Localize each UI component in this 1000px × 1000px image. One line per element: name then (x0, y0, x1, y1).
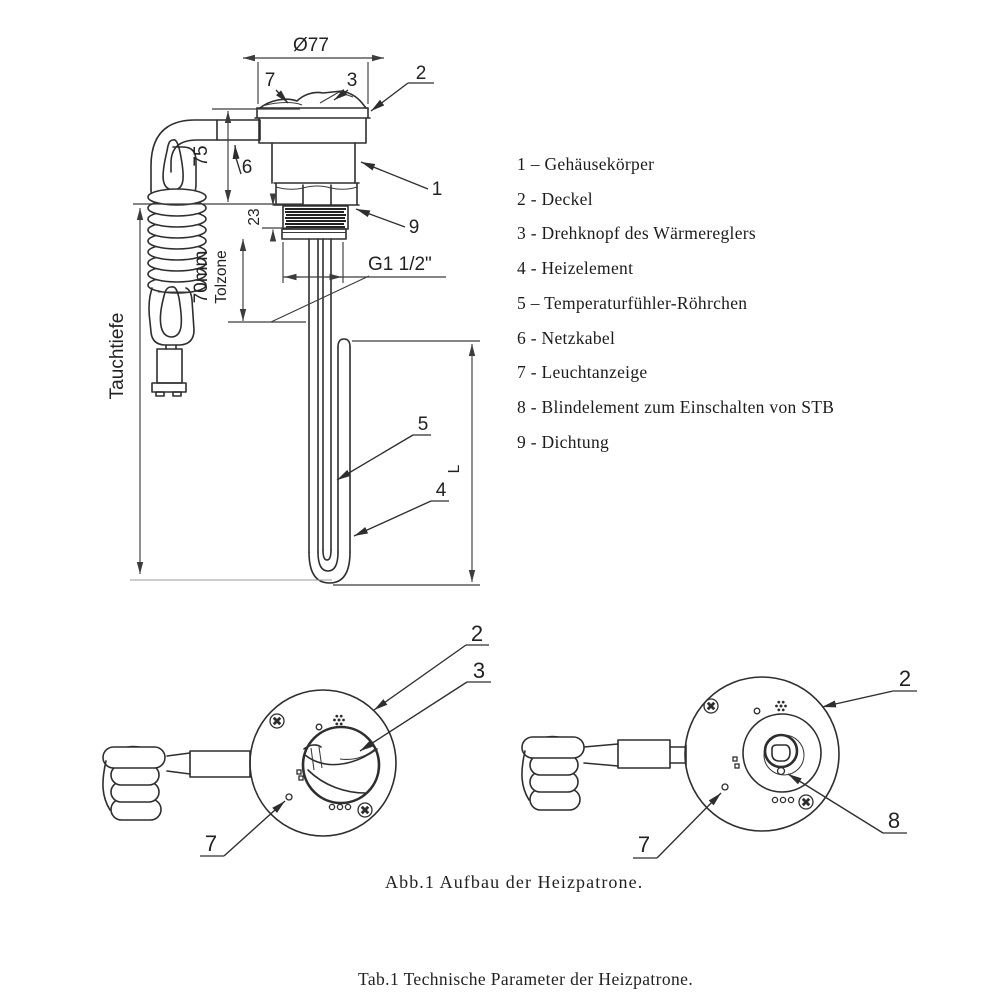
coiled-cable-end (522, 737, 584, 811)
callout-3: 3 (472, 658, 486, 683)
callout-6: 6 (241, 157, 253, 178)
callout-8: 8 (887, 808, 901, 833)
dead-zone-text-label: Tolzone (213, 250, 230, 304)
legend-item: 1 – Gehäusekörper (517, 154, 655, 174)
main-technical-drawing (107, 35, 480, 585)
power-plug (152, 345, 186, 396)
dimension-length-L (333, 341, 480, 585)
front-view-with-knob (103, 621, 491, 856)
dimension-23-label: 23 (246, 208, 263, 226)
cover-screw-icon (704, 699, 718, 713)
callout-2: 2 (898, 666, 912, 691)
dead-zone-value-label: 70mm (191, 250, 212, 304)
frost-protection-icon (775, 701, 787, 712)
callout-9: 9 (408, 217, 420, 238)
dimension-diameter-label: Ø77 (293, 35, 329, 56)
indicator-lamp (722, 784, 728, 790)
callout-5: 5 (417, 414, 429, 435)
immersion-depth-label: Tauchtiefe (107, 312, 128, 400)
callout-2: 2 (470, 621, 484, 646)
thread-size-label: G1 1/2" (368, 254, 432, 275)
cover-screw-icon (270, 714, 284, 728)
dimension-dead-zone (191, 239, 306, 322)
cover-screw-icon (799, 795, 813, 809)
table-caption: Tab.1 Technische Parameter der Heizpatrone. (358, 969, 694, 989)
legend-item: 5 – Temperaturfühler-Röhrchen (517, 292, 748, 313)
frost-protection-icon (333, 715, 345, 726)
length-L-label: L (446, 464, 463, 474)
callout-1: 1 (431, 179, 443, 200)
legend-item: 8 - Blindelement zum Einschalten von STB (517, 396, 835, 417)
main-view-callouts (235, 63, 449, 536)
callout-4: 4 (435, 480, 447, 501)
front-view-without-knob (522, 666, 917, 858)
legend-item: 6 - Netzkabel (517, 327, 616, 348)
legend-item: 9 - Dichtung (517, 431, 610, 452)
callout-7: 7 (204, 831, 218, 856)
cover-screw-icon (358, 803, 372, 817)
coiled-cable-end (103, 747, 165, 821)
legend-item: 7 - Leuchtanzeige (517, 362, 648, 383)
parts-legend (517, 147, 834, 459)
dimension-75-label: 75 (191, 145, 212, 167)
legend-item: 2 - Deckel (517, 188, 593, 209)
legend-item: 4 - Heizelement (517, 258, 634, 279)
dimension-thread-size (271, 242, 446, 322)
knob-recess (743, 714, 821, 792)
callout-7: 7 (637, 832, 651, 857)
thread-section (282, 206, 348, 239)
knob-grip (304, 745, 377, 793)
legend-item: 3 - Drehknopf des Wärmereglers (517, 223, 757, 244)
housing-body (255, 91, 370, 205)
blind-element (765, 735, 797, 767)
callout-2: 2 (415, 63, 427, 84)
callout-3: 3 (346, 70, 358, 91)
indicator-lamp (286, 794, 292, 800)
figure-caption: Abb.1 Aufbau der Heizpatrone. (385, 872, 644, 892)
callout-7: 7 (264, 70, 276, 91)
heating-element-tubes (309, 239, 350, 583)
left-view-callouts (200, 621, 491, 856)
dimension-75 (133, 109, 303, 204)
thermostat-knob (303, 727, 379, 803)
